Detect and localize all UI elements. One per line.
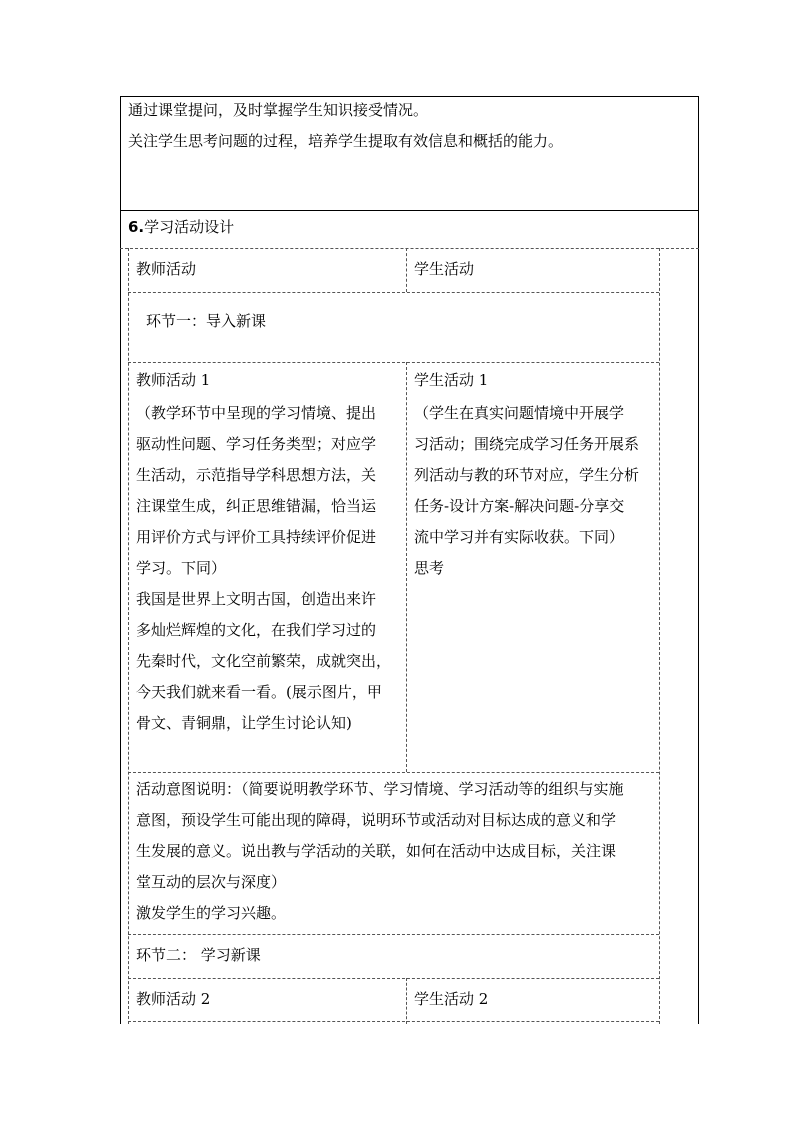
teacher2-title: 教师活动 2 xyxy=(136,990,211,1008)
top-line-2: 关注学生思考问题的过程，培养学生提取有效信息和概括的能力。 xyxy=(128,132,564,150)
section-title: 学习活动设计 xyxy=(144,218,235,236)
student1-line: 列活动与教的环节对应，学生分析 xyxy=(414,466,640,484)
grid-line-h6 xyxy=(128,978,659,979)
teacher1-line: 学习。下同） xyxy=(136,559,227,577)
header-teacher-activity: 教师活动 xyxy=(136,260,197,278)
grid-line-inner-right xyxy=(659,248,660,1024)
teacher1-line: 生活动，示范指导学科思想方法，关 xyxy=(136,466,377,484)
student1-line: （学生在真实问题情境中开展学 xyxy=(414,404,625,422)
section-heading xyxy=(128,218,234,236)
section-number: 6. xyxy=(128,218,145,236)
student1-line: 流中学习并有实际收获。下同） xyxy=(414,528,625,546)
intent-line: 意图，预设学生可能出现的障碍，说明环节或活动对目标达成的意义和学 xyxy=(136,811,617,829)
grid-line-h2 xyxy=(128,292,659,293)
teacher1-line: 我国是世界上文明古国，创造出来许 xyxy=(136,590,377,608)
student1-title: 学生活动 1 xyxy=(414,371,489,389)
student1-line: 任务-设计方案-解决问题-分享交 xyxy=(414,497,625,515)
intent-line: 激发学生的学习兴趣。 xyxy=(136,904,287,922)
grid-line-inner-left xyxy=(128,248,129,1024)
teacher1-title: 教师活动 1 xyxy=(136,371,211,389)
teacher1-line: 骨文、青铜鼎，让学生讨论认知) xyxy=(136,714,352,732)
grid-line-mid-b xyxy=(406,362,407,772)
teacher1-line: （教学环节中呈现的学习情境、提出 xyxy=(136,404,377,422)
teacher1-line: 用评价方式与评价工具持续评价促进 xyxy=(136,528,377,546)
student1-line: 思考 xyxy=(414,559,445,577)
intent-line: 堂互动的层次与深度） xyxy=(136,873,287,891)
grid-line-mid-a xyxy=(406,248,407,292)
teacher1-line: 今天我们就来看一看。(展示图片，甲 xyxy=(136,683,382,701)
student1-line: 习活动；围绕完成学习任务开展系 xyxy=(414,435,640,453)
outer-top-border xyxy=(120,96,699,97)
section-divider xyxy=(120,210,699,211)
grid-line-h1 xyxy=(120,248,699,249)
step2-label: 环节二： 学习新课 xyxy=(136,946,261,964)
grid-line-mid-c xyxy=(406,978,407,1024)
student2-title: 学生活动 2 xyxy=(414,990,489,1008)
grid-line-h5 xyxy=(128,934,659,935)
teacher1-line: 多灿烂辉煌的文化，在我们学习过的 xyxy=(136,621,377,639)
teacher1-line: 先秦时代，文化空前繁荣，成就突出， xyxy=(136,652,392,670)
teacher1-line: 驱动性问题、学习任务类型；对应学 xyxy=(136,435,377,453)
header-student-activity: 学生活动 xyxy=(414,260,475,278)
intent-line: 活动意图说明：（简要说明教学环节、学习情境、学习活动等的组织与实施 xyxy=(136,780,624,798)
teacher1-line: 注课堂生成，纠正思维错漏，恰当运 xyxy=(136,497,377,515)
top-line-1: 通过课堂提问，及时掌握学生知识接受情况。 xyxy=(128,101,429,119)
grid-line-h3 xyxy=(128,362,659,363)
outer-left-border xyxy=(120,96,121,1024)
outer-right-border xyxy=(698,96,699,1024)
step1-label: 环节一：导入新课 xyxy=(146,312,267,330)
intent-line: 生发展的意义。说出教与学活动的关联，如何在活动中达成目标，关注课 xyxy=(136,842,617,860)
grid-line-h4 xyxy=(128,772,659,773)
grid-line-h7 xyxy=(128,1021,659,1022)
